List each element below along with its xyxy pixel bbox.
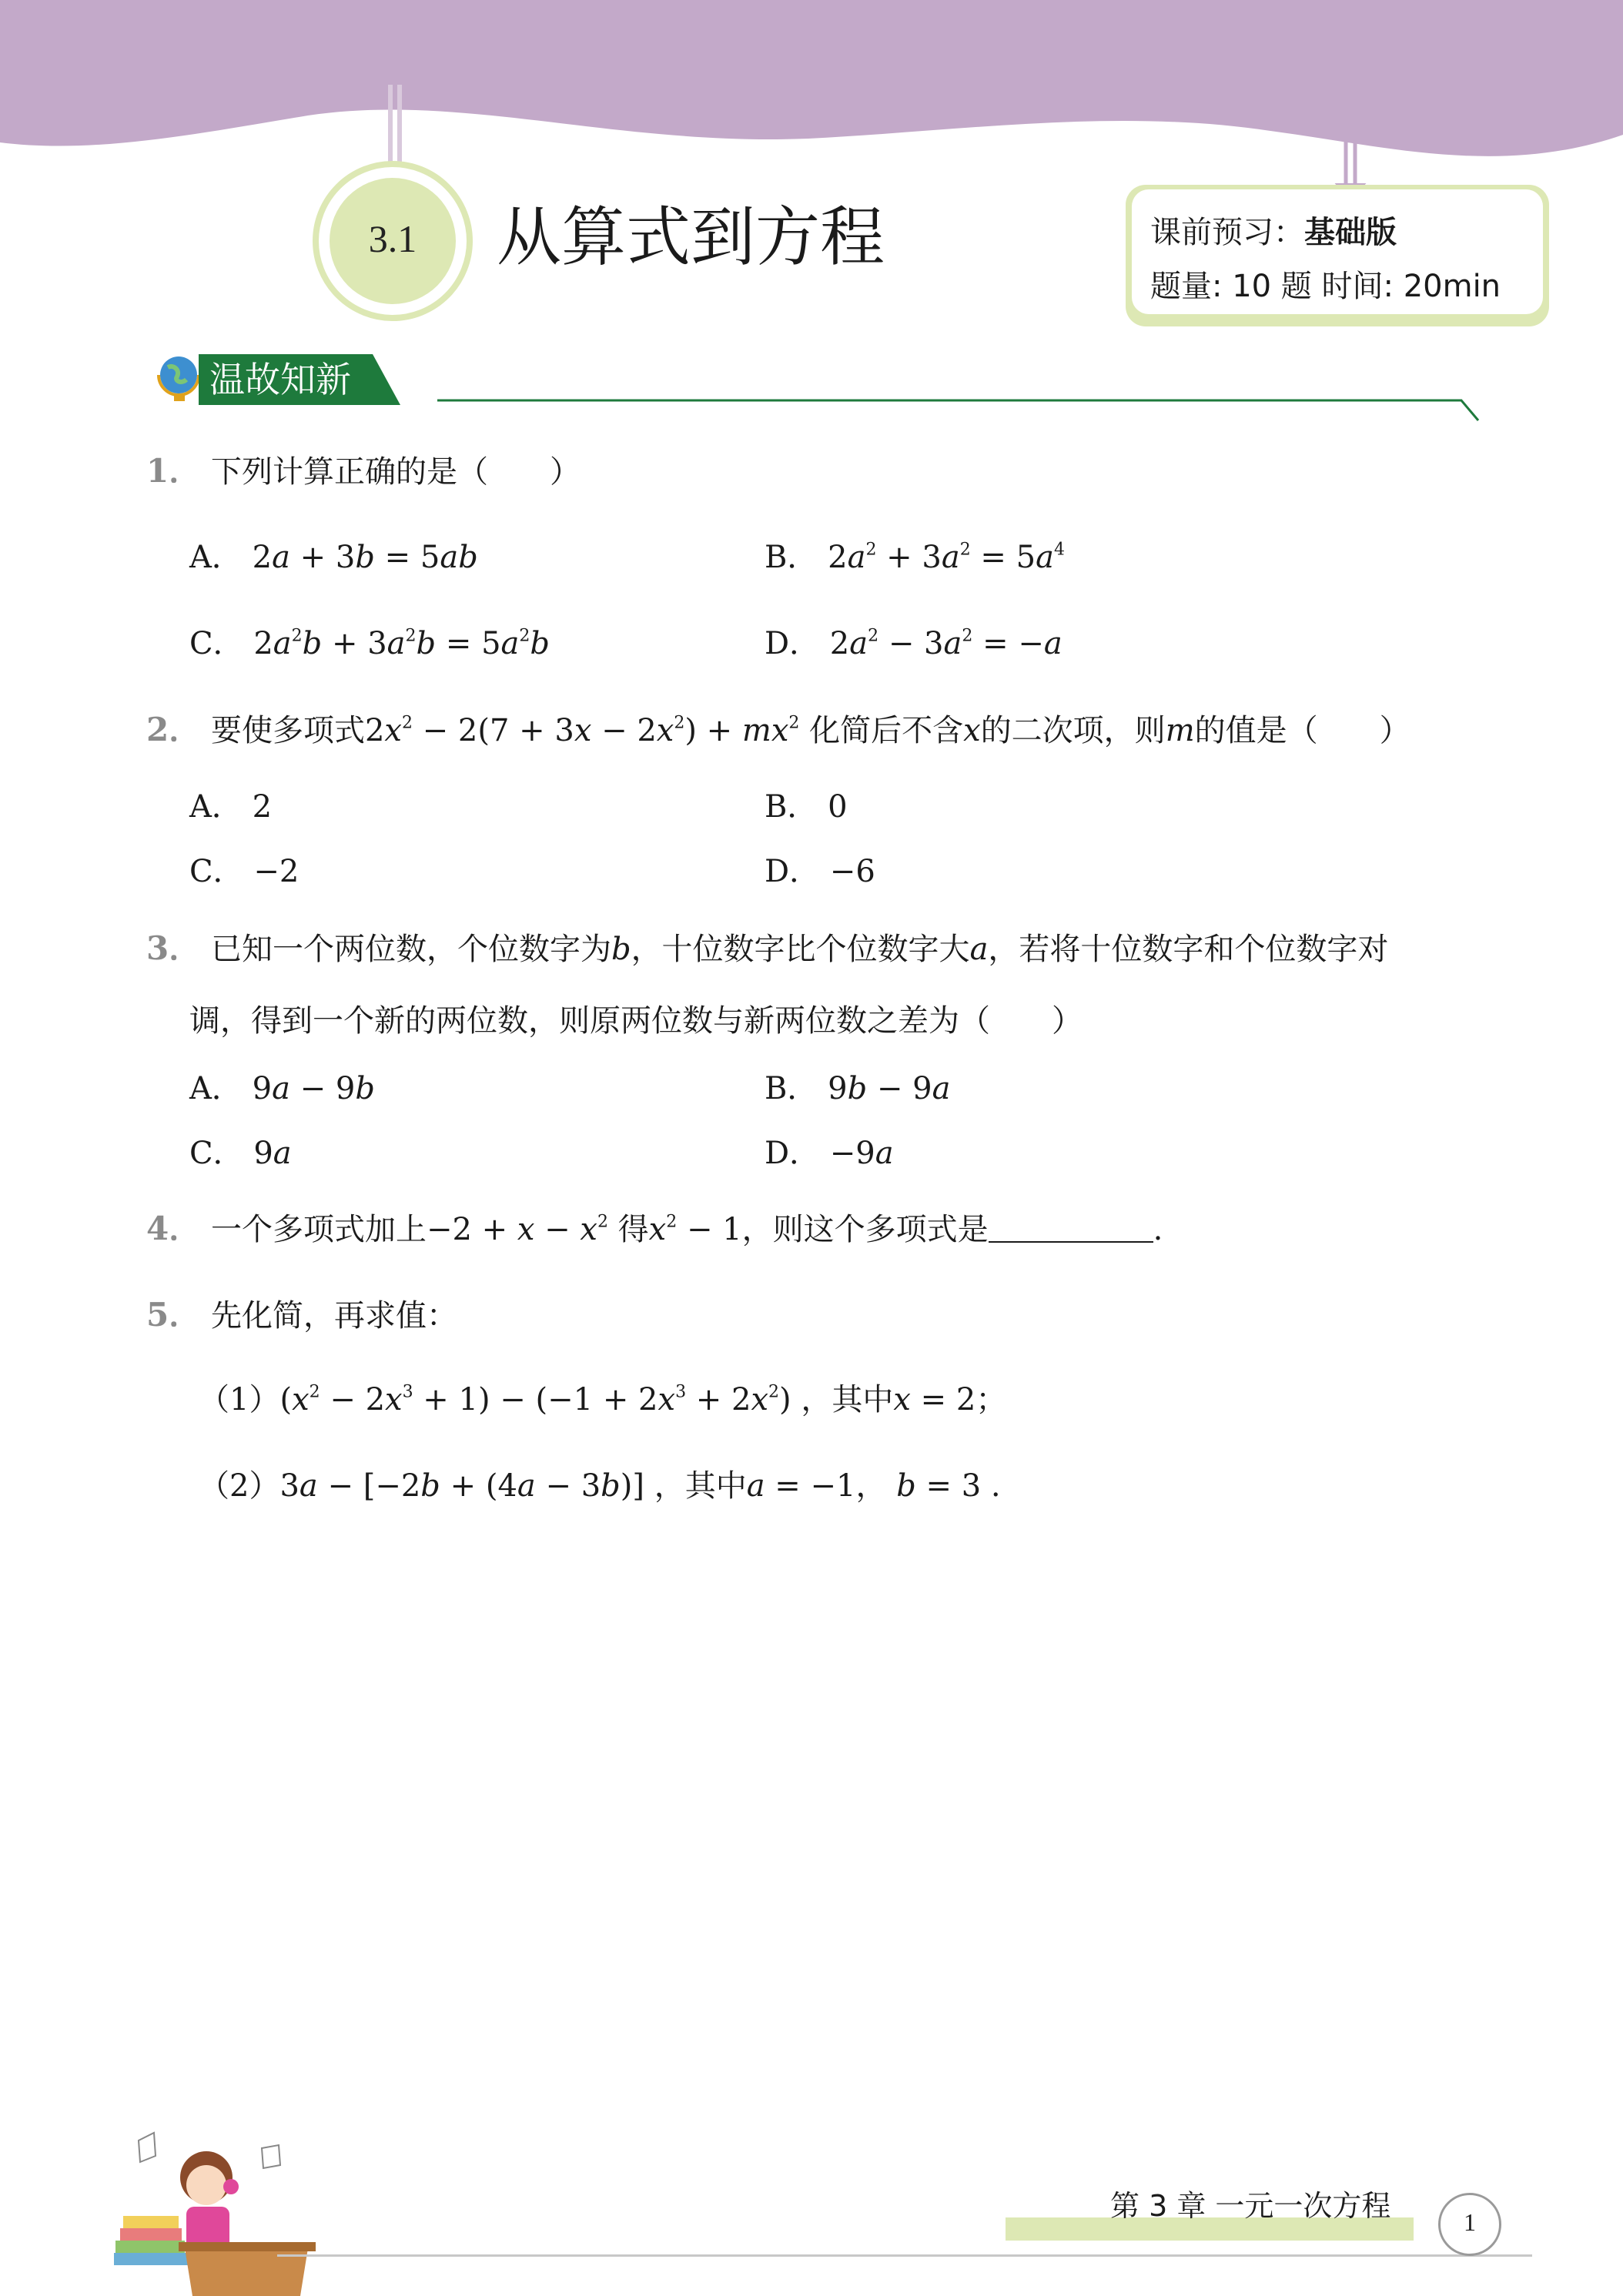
q2-option-c: C． −2 bbox=[189, 854, 300, 889]
question-4: 4． 一个多项式加上$-2 + x - x^2$ 得$x^2 - 1$，则这个多项式是 . bbox=[146, 1210, 1163, 1247]
info-label: 课前预习： bbox=[1150, 215, 1304, 250]
q5-part-2: （2）3a − [−2b + (4a − 3b)] ，其中a = −1， b = 3 . bbox=[199, 1468, 1001, 1504]
q1-option-a: A． 2a + 3b = 5ab bbox=[189, 540, 478, 575]
question-number: 3． bbox=[146, 929, 202, 967]
footer-chapter: 第 3 章 一元一次方程 bbox=[1110, 2189, 1391, 2223]
question-3-line-2: 调，得到一个新的两位数，则原两位数与新两位数之差为（ ） bbox=[189, 1003, 1083, 1039]
question-number: 5． bbox=[146, 1296, 202, 1334]
section-label: 温故知新 bbox=[209, 359, 351, 400]
question-2: 2． 要使多项式$2x^2 - 2(7 + 3x - 2x^2) + mx^2$ 化简后不含x的二次项，则m的值是（ ） bbox=[146, 711, 1411, 748]
page-number: 1 bbox=[1464, 2208, 1476, 2236]
info-line-2: 题量: 10 题 时间: 20min bbox=[1150, 269, 1501, 304]
answer-blank[interactable] bbox=[989, 1213, 1153, 1243]
info-level: 基础版 bbox=[1304, 215, 1397, 250]
q2-option-b: B． 0 bbox=[765, 789, 848, 825]
question-stem: 下列计算正确的是（ ） bbox=[210, 454, 581, 490]
q1-option-d: D． $2a^2 - 3a^2 = -a$ bbox=[765, 626, 1062, 661]
q1-option-c: C． $2a^2b + 3a^2b = 5a^2b$ bbox=[189, 626, 550, 661]
question-number: 4． bbox=[146, 1210, 202, 1247]
question-number: 1． bbox=[146, 452, 202, 490]
question-3-line-1: 3． 已知一个两位数，个位数字为b，十位数字比个位数字大a，若将十位数字和个位数字对 bbox=[146, 929, 1389, 967]
q5-part-1: $(1)(x^2 - 2x^3 + 1) - (-1 + 2x^3 + 2x^2)$ ，其中x = 2； bbox=[199, 1382, 1007, 1417]
page-title: 从算式到方程 bbox=[497, 199, 885, 275]
info-line-1 bbox=[1150, 213, 1397, 253]
section-divider bbox=[437, 394, 1481, 422]
girl-with-books-illustration bbox=[108, 2125, 316, 2296]
q1-option-b: B． $2a^2 + 3a^2 = 5a^4$ bbox=[765, 540, 1065, 575]
question-number: 2． bbox=[146, 711, 202, 748]
q2-option-d: D． −6 bbox=[765, 854, 875, 889]
q2-option-a: A． 2 bbox=[189, 789, 273, 825]
section-number: 3.1 bbox=[368, 217, 417, 260]
question-1 bbox=[146, 451, 581, 492]
footer-line bbox=[277, 2254, 1532, 2257]
q3-option-b: B． 9b − 9a bbox=[765, 1071, 951, 1106]
header-wave-banner bbox=[0, 0, 1623, 200]
globe-icon bbox=[151, 350, 205, 404]
q3-option-c: C． 9a bbox=[189, 1136, 292, 1171]
q3-option-d: D． −9a bbox=[765, 1136, 894, 1171]
q3-option-a: A． 9a − 9b bbox=[189, 1071, 375, 1106]
question-5: 5． 先化简，再求值： bbox=[146, 1296, 457, 1334]
